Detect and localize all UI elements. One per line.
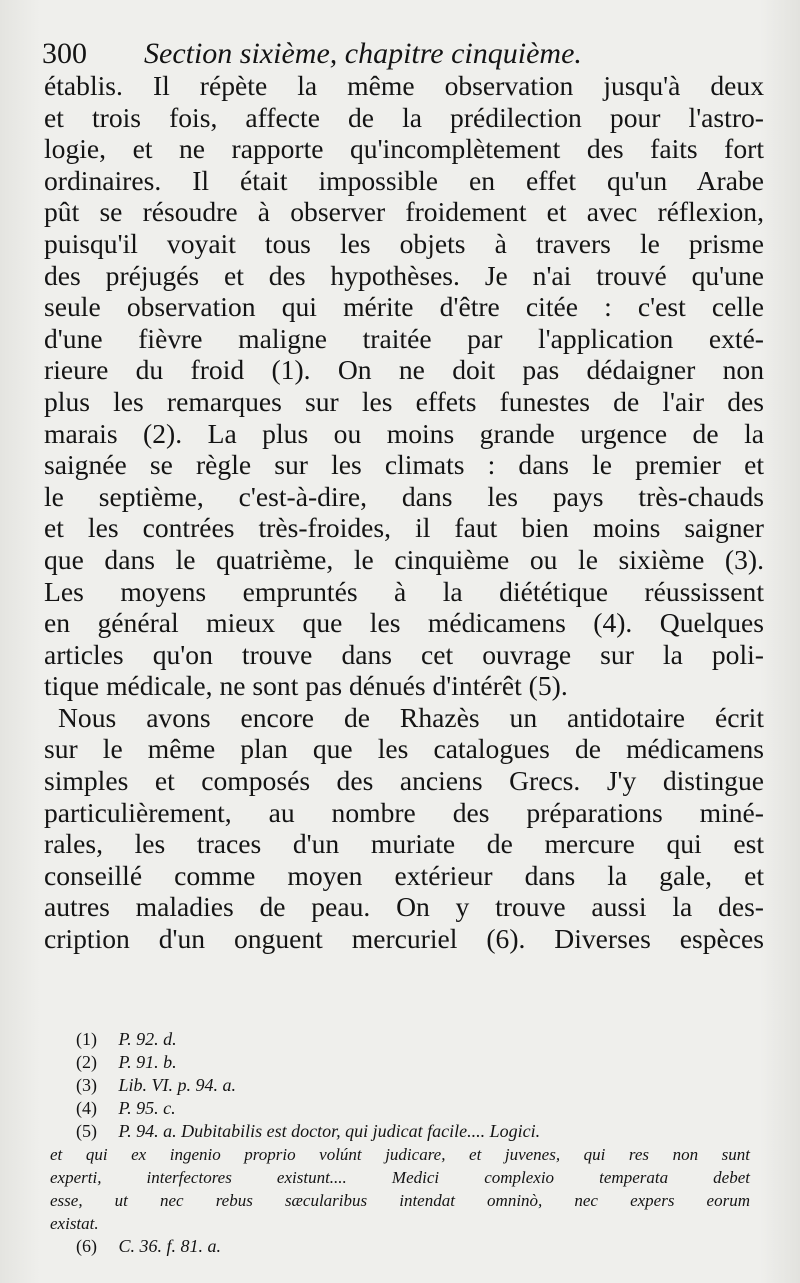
text-line: simples et composés des anciens Grecs. J'y distingue xyxy=(44,765,764,797)
footnote-2 xyxy=(50,1051,750,1074)
footnote-continuation: esse, ut nec rebus sæcularibus intendat omninò, nec expers eorum xyxy=(50,1191,750,1210)
footnote-ref: (2) xyxy=(76,1052,97,1072)
text-line: que dans le quatrième, le cinquième ou le sixième (3). xyxy=(44,543,764,575)
text-line: articles qu'on trouve dans cet ouvrage sur la poli- xyxy=(44,638,764,670)
footnote-1 xyxy=(50,1028,750,1051)
text-line: d'une fièvre maligne traitée par l'application exté- xyxy=(44,322,764,354)
text-line: en général mieux que les médicamens (4). Quelques xyxy=(44,607,764,639)
footnote-continuation: et qui ex ingenio proprio volúnt judicare, et juvenes, qui res non sunt xyxy=(50,1145,750,1164)
footnote-text: P. 94. a. Dubitabilis est doctor, qui judicat facile.... Logici. xyxy=(118,1121,541,1141)
footnote-continuation: existat. xyxy=(50,1214,99,1233)
text-line: saignée se règle sur les climats : dans le premier et xyxy=(44,449,764,481)
text-line: le septième, c'est-à-dire, dans les pays très-chauds xyxy=(44,480,764,512)
footnote-4 xyxy=(50,1097,750,1120)
footnote-ref: (3) xyxy=(76,1075,97,1095)
footnote-text: P. 92. d. xyxy=(118,1029,177,1049)
footnote-ref: (5) xyxy=(76,1121,97,1141)
footnotes xyxy=(50,1028,750,1258)
text-line: plus les remarques sur les effets funestes de l'air des xyxy=(44,385,764,417)
text-line: puisqu'il voyait tous les objets à travers le prisme xyxy=(44,227,764,259)
text-line: Nous avons encore de Rhazès un antidotaire écrit xyxy=(58,701,764,733)
text-line: tique médicale, ne sont pas dénués d'intérêt (5). xyxy=(44,670,568,702)
footnote-continuation: experti, interfectores existunt.... Medici complexio temperata debet xyxy=(50,1168,750,1187)
footnote-ref: (4) xyxy=(76,1098,97,1118)
footnote-text: Lib. VI. p. 94. a. xyxy=(118,1075,237,1095)
footnote-6 xyxy=(50,1235,750,1258)
footnote-text: P. 91. b. xyxy=(118,1052,177,1072)
text-line: autres maladies de peau. On y trouve aussi la des- xyxy=(44,891,764,923)
text-line: ordinaires. Il était impossible en effet qu'un Arabe xyxy=(44,164,764,196)
text-line: sur le même plan que les catalogues de médicamens xyxy=(44,733,764,765)
text-line: marais (2). La plus ou moins grande urgence de la xyxy=(44,417,764,449)
page-number: 300 xyxy=(42,37,87,70)
text-line: logie, et ne rapporte qu'incomplètement des faits fort xyxy=(44,133,764,165)
footnote-text: C. 36. f. 81. a. xyxy=(118,1236,222,1256)
text-line: cription d'un onguent mercuriel (6). Diverses espèces xyxy=(44,923,764,955)
text-line: et les contrées très-froides, il faut bien moins saigner xyxy=(44,512,764,544)
text-line: conseillé comme moyen extérieur dans la gale, et xyxy=(44,859,764,891)
running-head xyxy=(42,34,762,74)
text-line: des préjugés et des hypothèses. Je n'ai trouvé qu'une xyxy=(44,259,764,291)
footnote-ref: (1) xyxy=(76,1029,97,1049)
body-text xyxy=(44,70,764,955)
text-line: rales, les traces d'un muriate de mercure qui est xyxy=(44,828,764,860)
text-line: seule observation qui mérite d'être citée : c'est celle xyxy=(44,291,764,323)
text-line: rieure du froid (1). On ne doit pas dédaigner non xyxy=(44,354,764,386)
text-line: établis. Il répète la même observation jusqu'à deux xyxy=(44,70,764,101)
footnote-ref: (6) xyxy=(76,1236,97,1256)
text-line: pût se résoudre à observer froidement et avec réflexion, xyxy=(44,196,764,228)
running-title: Section sixième, chapitre cinquième. xyxy=(144,37,582,70)
text-line: particulièrement, au nombre des préparations miné- xyxy=(44,796,764,828)
footnote-3 xyxy=(50,1074,750,1097)
text-line: et trois fois, affecte de la prédilection pour l'astro- xyxy=(44,101,764,133)
footnote-5 xyxy=(50,1120,750,1143)
text-line: Les moyens empruntés à la diététique réussissent xyxy=(44,575,764,607)
footnote-text: P. 95. c. xyxy=(118,1098,176,1118)
